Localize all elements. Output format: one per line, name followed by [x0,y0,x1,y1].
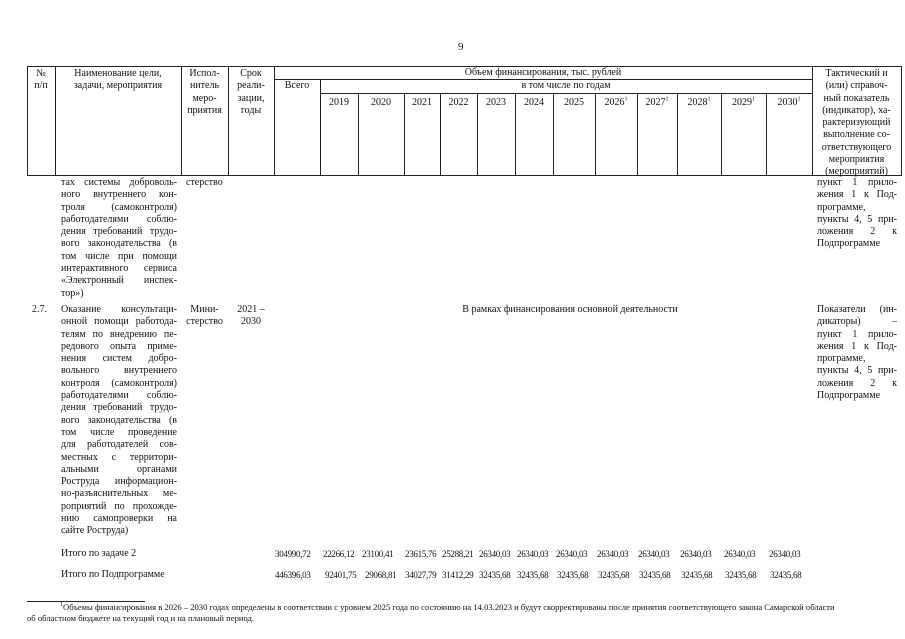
header-year-2028: 2028$^1$ [687,96,711,108]
total-year-2019: 22266,12 [323,549,355,559]
row-number: 2.7. [32,304,47,315]
total-year-2023: 32435,68 [479,570,511,580]
header-year-2027: 2027$^1$ [645,96,669,108]
total-year-2028: 26340,03 [680,549,712,559]
header-year-2020: 2020 [371,97,391,108]
header-year-2023: 2023 [486,97,506,108]
footnote-mark: 1 [60,602,63,609]
header-year-2021: 2021 [412,97,432,108]
header-year-2029: 2029$^1$ [732,96,755,108]
footnote-mark: 1 [707,96,711,103]
total-year-2020: 23100,41 [362,549,394,559]
total-years-split-line [320,93,812,94]
header-col-name: Наименование цели, задачи, мероприятия [73,68,163,92]
header-year-2026: 2026$^1$ [604,96,628,108]
total-year-2029: 26340,03 [724,549,756,559]
total-year-2021: 34027,79 [405,570,437,580]
total-all-years: 304990,72 [275,549,311,559]
header-year-2022: 2022 [448,97,469,108]
total-year-2020: 29068,81 [365,570,397,580]
header-col-number: № п/п [34,68,48,92]
cont-row-executor: стерство [186,177,223,188]
row-27-term: 2021 – 2030 [237,304,265,328]
header-year-2019: 2019 [329,97,349,108]
row-27-name: Оказание консультаци- онной помощи работода- телям по внедрению пе- редового опыта приме- нения систем добро- вольного внутреннего контроля (самоконтроля) работодателями соблю- дения требований трудо- вого законодательства (в том числе проведение для работодателей сов- местных с территори- альными органами Роструда информацион- но-разъяснительных ме- роприятий по прохожде- нию самопроверки на сайте Роструда) [61,304,177,537]
total-year-2029: 32435,68 [725,570,757,580]
header-year-2024: 2024 [524,97,544,108]
header-col-indicator: Тактический и (или) справоч- ный показатель (индикатор), ха- рактеризующий выполнение со- ответствующего мероприятия (мероприятий) [821,68,892,178]
total-year-2030: 32435,68 [770,570,802,580]
table-right-border [901,66,902,176]
total-year-2025: 32435,68 [557,570,589,580]
footnote-line-2: об областном бюджете на текущий год и на плановый период. [27,613,255,623]
total-year-2025: 26340,03 [556,549,588,559]
cont-row-indicator: пункт 1 прило- жения 1 к Под- программе, пункты 4, 5 при- ложения 2 к Подпрограмме [817,177,897,250]
total-year-2022: 31412,29 [442,570,474,580]
header-col-term: Срок реали- зации, годы [237,68,265,116]
total-label: Итого по Подпрограмме [61,569,165,580]
total-year-2024: 32435,68 [517,570,549,580]
total-year-2030: 26340,03 [769,549,801,559]
total-year-2024: 26340,03 [517,549,549,559]
row-27-executor: Мини- стерство [186,304,223,328]
total-year-2028: 32435,68 [681,570,713,580]
header-col-total: Всего [284,80,310,91]
footnote-mark: 1 [797,96,801,103]
cont-row-name: тах системы доброволь- ного внутреннего кон- троля (самоконтроля) работодателями соблю- дения требований трудо- вого законодательства (в том числе при помощи интерактивного сервиса «Электронный инспек- тор») [61,177,177,299]
total-year-2022: 25288,21 [442,549,474,559]
row-27-indicator: Показатели (ин- дикаторы) – пункт 1 прило- жения 1 к Под- программе, пункты 4, 5 при- ложения 2 к Подпрограмме [817,304,897,402]
header-year-2030: 2030$^1$ [777,96,801,108]
total-year-2027: 26340,03 [638,549,670,559]
footnote-mark: 1 [624,96,628,103]
col-divider-total [320,79,321,176]
total-year-2026: 26340,03 [597,549,629,559]
header-year-2025: 2025 [564,97,584,108]
footnote-mark: 1 [752,96,755,103]
row-27-financing-note: В рамках финансирования основной деятельности [462,304,678,315]
footnote-mark: 1 [665,96,669,103]
page-number: 9 [458,41,464,53]
total-year-2027: 32435,68 [639,570,671,580]
header-finance-title: Объем финансирования, тыс. рублей [464,67,622,78]
total-year-2026: 32435,68 [598,570,630,580]
header-col-executor: Испол- нитель меро- приятия [187,68,222,116]
total-all-years: 446396,03 [275,570,311,580]
header-bottom-border [27,175,902,176]
header-by-years: в том числе по годам [521,80,611,91]
total-label: Итого по задаче 2 [61,548,137,559]
footnote-line-1: $^1$Объемы финансирования в 2026 – 2030 годах определены в соответствии с уровнем 2025 года по состоянию на 14.03.2023 и будут скорректированы после принятия соответствующего закона Самарской области [60,602,835,612]
total-year-2019: 92401,75 [325,570,357,580]
total-year-2023: 26340,03 [479,549,511,559]
total-year-2021: 23615,76 [405,549,437,559]
